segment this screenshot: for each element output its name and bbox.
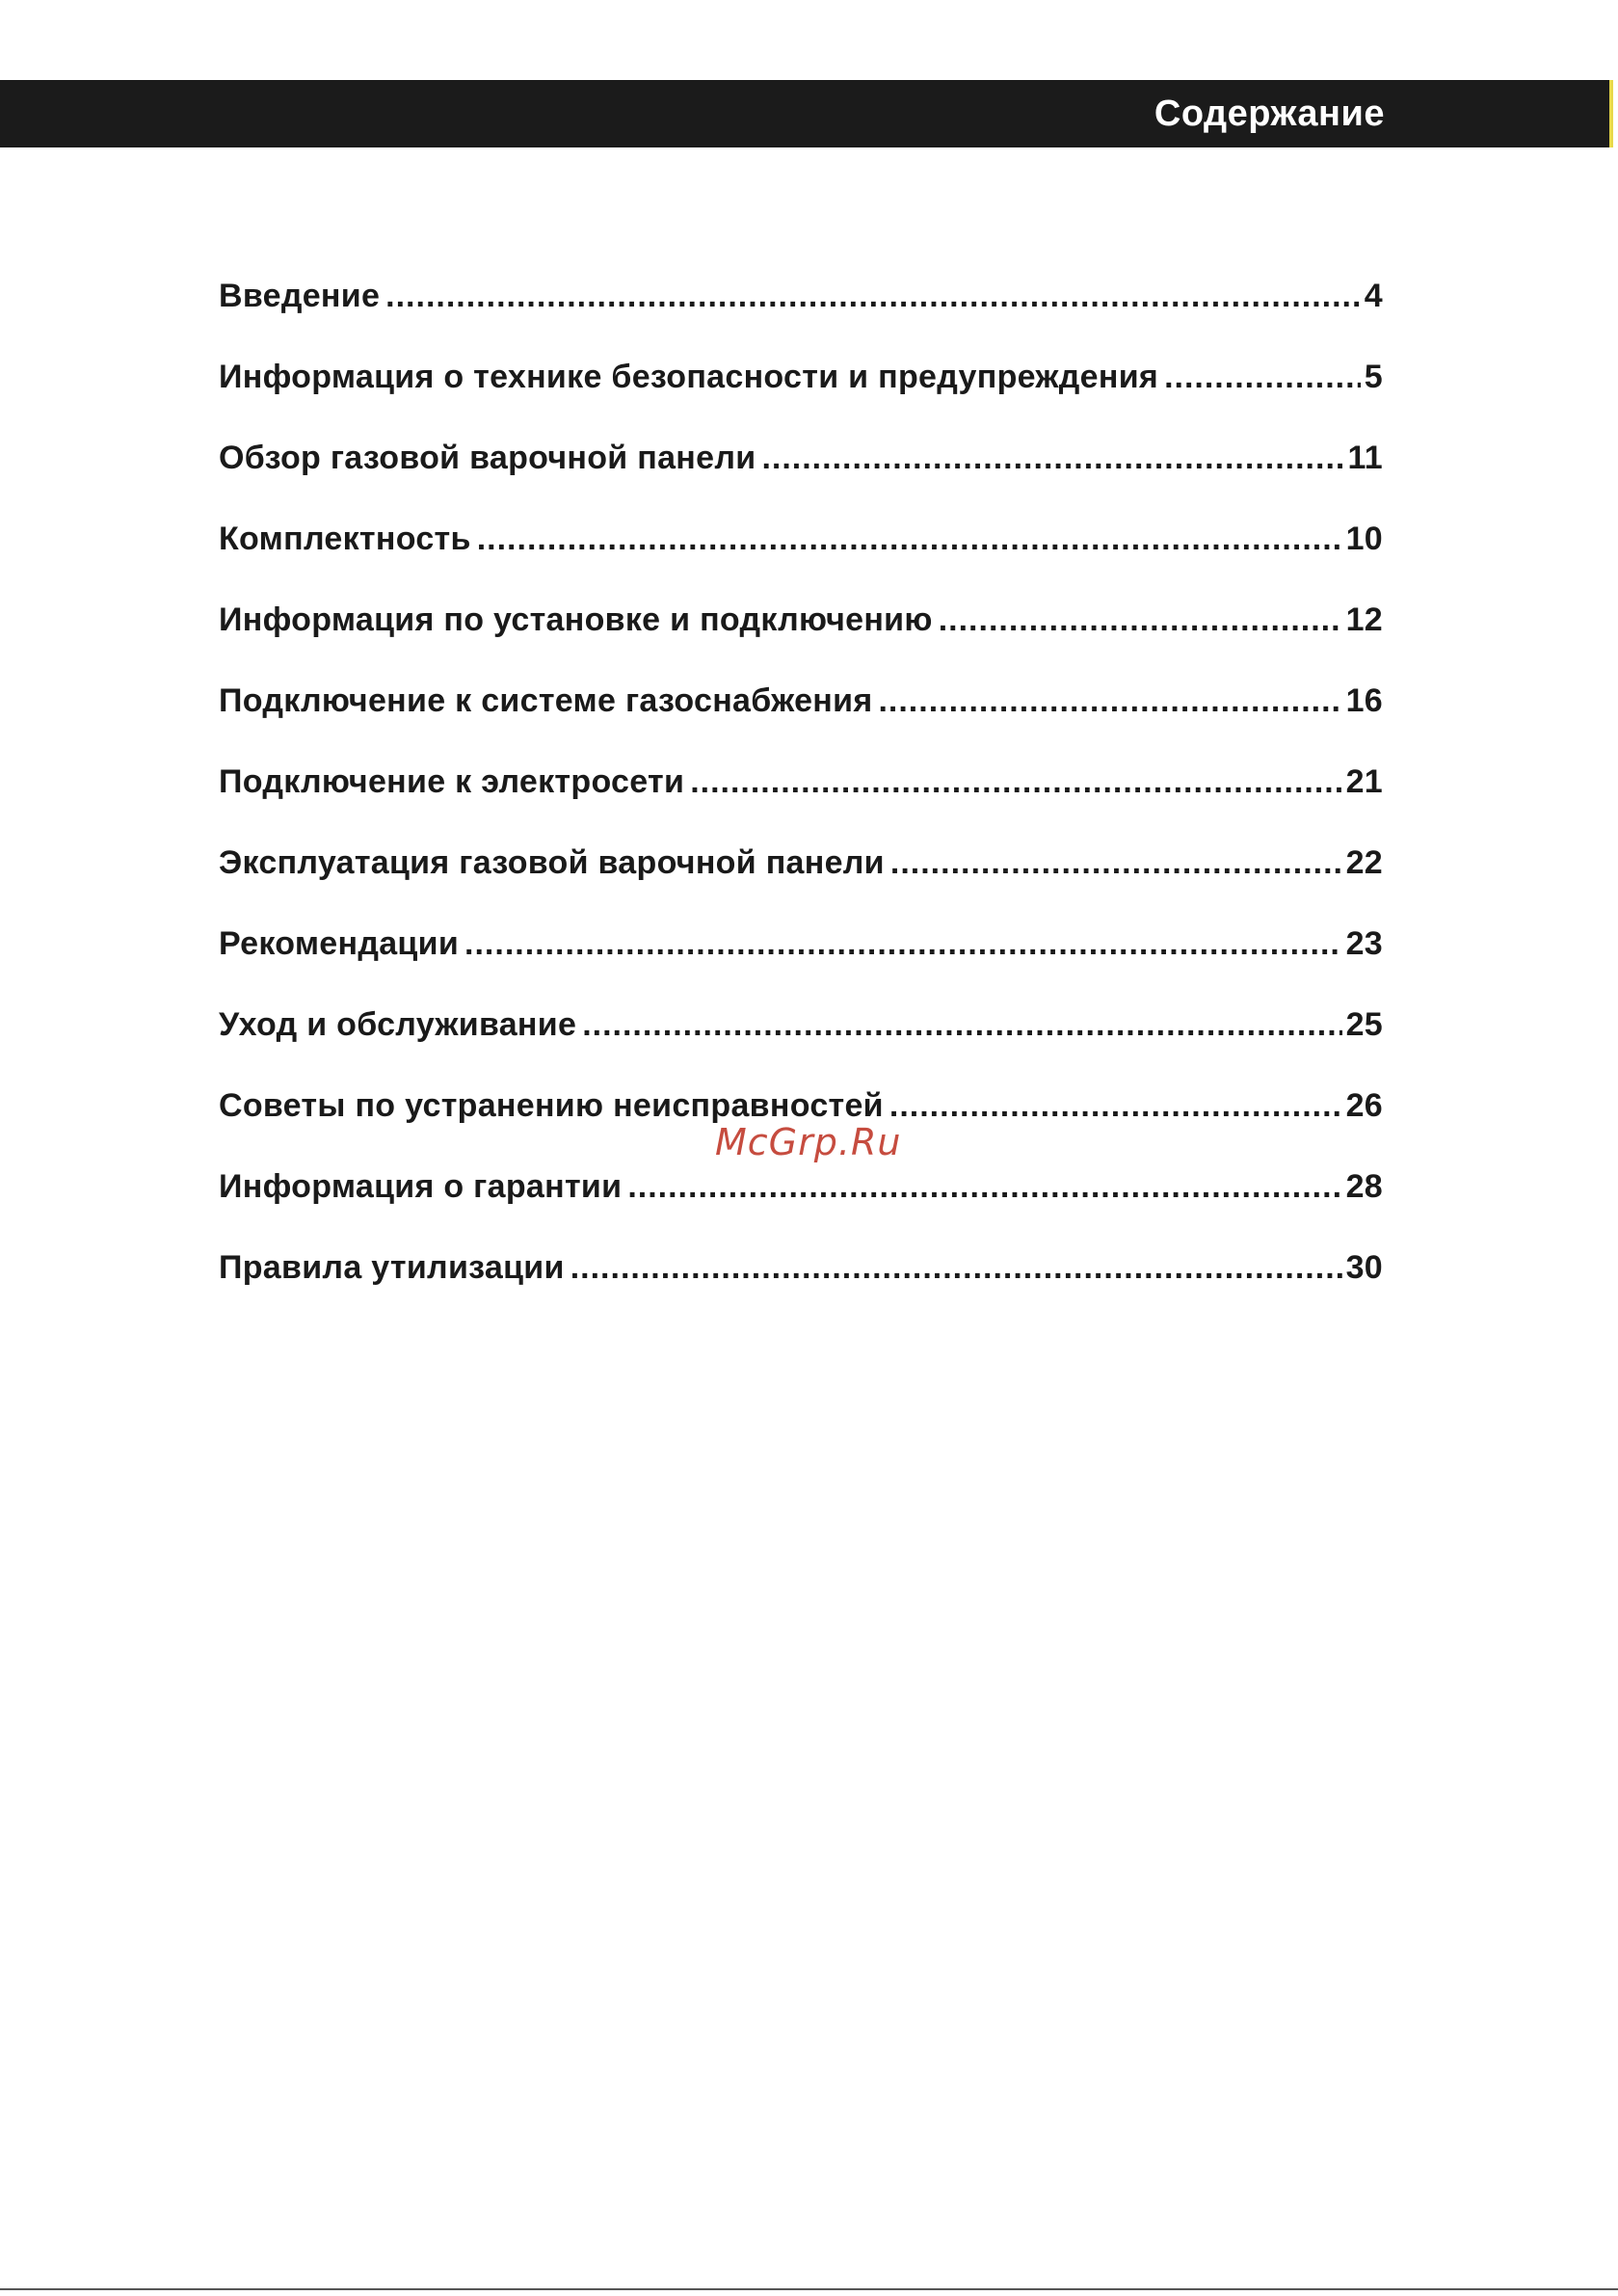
toc-entry[interactable] <box>219 601 1383 682</box>
toc-entry-title: Подключение к электросети <box>219 763 685 800</box>
toc-entry-page: 26 <box>1345 1087 1383 1124</box>
toc-entry-title: Информация о технике безопасности и предупреждения <box>219 359 1159 395</box>
toc-entry-page: 25 <box>1345 1006 1383 1043</box>
toc-entry-title: Введение <box>219 278 381 314</box>
toc-entry[interactable] <box>219 359 1383 440</box>
toc-entry[interactable] <box>219 844 1383 925</box>
toc-leader-dots <box>878 682 1341 720</box>
toc-leader-dots <box>889 1087 1342 1125</box>
toc-entry-title: Обзор газовой варочной панели <box>219 440 756 476</box>
toc-entry-page: 22 <box>1345 844 1383 881</box>
table-of-contents <box>219 278 1383 1330</box>
toc-leader-dots <box>761 440 1343 477</box>
toc-leader-dots <box>890 844 1342 882</box>
toc-entry-title: Информация о гарантии <box>219 1168 623 1205</box>
toc-entry-title: Информация по установке и подключению <box>219 601 933 638</box>
toc-entry[interactable] <box>219 925 1383 1006</box>
toc-entry-page: 23 <box>1345 925 1383 962</box>
header-bar <box>0 80 1613 147</box>
page-title: Содержание <box>1154 93 1385 134</box>
toc-entry[interactable] <box>219 682 1383 763</box>
toc-entry-page: 16 <box>1345 682 1383 719</box>
toc-entry[interactable] <box>219 763 1383 844</box>
toc-leader-dots <box>627 1168 1341 1206</box>
toc-entry[interactable] <box>219 278 1383 359</box>
toc-leader-dots <box>690 763 1341 801</box>
toc-leader-dots <box>570 1249 1342 1287</box>
toc-entry-title: Рекомендации <box>219 925 460 962</box>
toc-leader-dots <box>1164 359 1361 396</box>
toc-entry-page: 5 <box>1364 359 1383 395</box>
toc-leader-dots <box>385 278 1361 315</box>
toc-entry[interactable] <box>219 1006 1383 1087</box>
toc-leader-dots <box>464 925 1342 963</box>
toc-entry[interactable] <box>219 1249 1383 1330</box>
toc-entry-title: Эксплуатация газовой варочной панели <box>219 844 885 881</box>
toc-entry[interactable] <box>219 521 1383 601</box>
toc-entry-page: 11 <box>1347 440 1383 476</box>
toc-leader-dots <box>582 1006 1341 1044</box>
toc-entry-page: 21 <box>1345 763 1383 800</box>
toc-leader-dots <box>477 521 1342 558</box>
toc-entry-title: Правила утилизации <box>219 1249 565 1286</box>
toc-entry-page: 12 <box>1345 601 1383 638</box>
toc-entry-title: Комплектность <box>219 521 471 557</box>
toc-entry-page: 4 <box>1364 278 1383 314</box>
toc-entry[interactable] <box>219 440 1383 521</box>
toc-entry-title: Уход и обслуживание <box>219 1006 577 1043</box>
toc-entry-title: Подключение к системе газоснабжения <box>219 682 873 719</box>
toc-entry-page: 10 <box>1345 521 1383 557</box>
toc-leader-dots <box>939 601 1342 639</box>
toc-entry-page: 30 <box>1345 1249 1383 1286</box>
toc-entry-title: Советы по устранению неисправностей <box>219 1087 884 1124</box>
toc-entry[interactable] <box>219 1168 1383 1249</box>
watermark-text: McGrp.Ru <box>715 1121 902 1163</box>
page-bottom-divider <box>0 2288 1618 2290</box>
toc-entry-page: 28 <box>1345 1168 1383 1205</box>
